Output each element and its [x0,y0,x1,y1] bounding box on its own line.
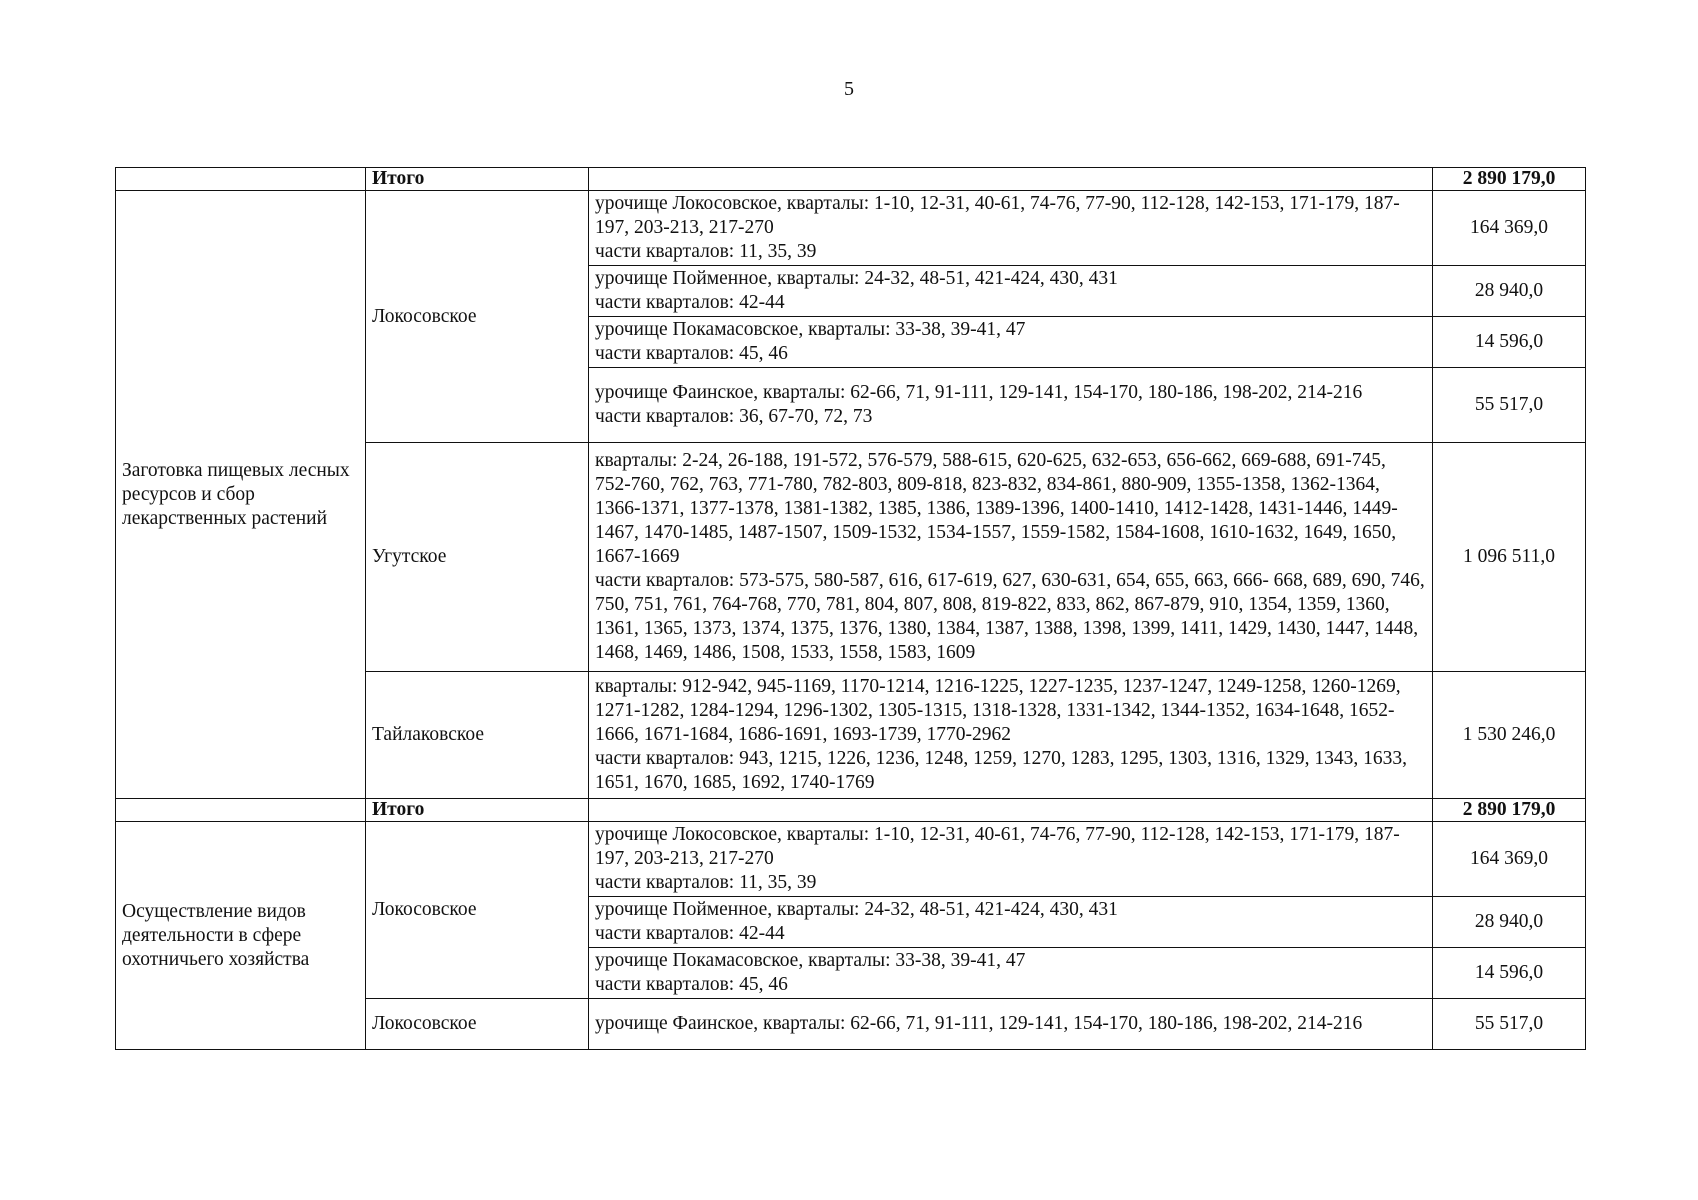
quarters-description [589,317,1433,368]
quarters-description [589,948,1433,999]
quarters-text: кварталы: 912-942, 945-1169, 1170-1214, 1216-1225, 1227-1235, 1237-1247, 1249-1258, 1260-1269, 1271-1282, 1284-1294, 1296-1302, 1305-1315, 1318-1328, 1331-1342, 1344-1352, 1634-1648, 1652-1666, 1671-1684, 1686-1691, 1693-1739, 1770-2962 [595,676,1401,745]
area-value: 28 940,0 [1433,266,1586,317]
quarters-description [589,443,1433,672]
area-value: 14 596,0 [1433,948,1586,999]
table-cell-empty [116,168,366,191]
quarters-description [589,822,1433,897]
partial-quarters-text: части кварталов: 42-44 [595,292,785,313]
activity-harvesting: Заготовка пищевых лесных ресурсов и сбор лекарственных растений [116,191,366,799]
quarters-description [589,266,1433,317]
quarters-text: урочище Пойменное, кварталы: 24-32, 48-51, 421-424, 430, 431 [595,268,1118,289]
quarters-description [589,897,1433,948]
forestry-name: Угутское [366,443,589,672]
table-row [116,191,1586,266]
partial-quarters-text: части кварталов: 42-44 [595,923,785,944]
quarters-text: урочище Покамасовское, кварталы: 33-38, 39-41, 47 [595,319,1026,340]
quarters-description [589,672,1433,799]
table-cell-empty [116,799,366,822]
table-row [116,822,1586,897]
area-value: 164 369,0 [1433,191,1586,266]
quarters-text: урочище Локосовское, кварталы: 1-10, 12-31, 40-61, 74-76, 77-90, 112-128, 142-153, 171-179, 187-197, 203-213, 217-270 [595,193,1400,238]
total-label: Итого [366,799,589,822]
area-value: 14 596,0 [1433,317,1586,368]
quarters-text: урочище Фаинское, кварталы: 62-66, 71, 91-111, 129-141, 154-170, 180-186, 198-202, 214-216 [595,1013,1363,1034]
quarters-description [589,368,1433,443]
total-label: Итого [366,168,589,191]
page-number: 5 [844,78,854,100]
partial-quarters-text: части кварталов: 36, 67-70, 72, 73 [595,406,873,427]
forestry-name: Локосовское [366,822,589,999]
quarters-text: кварталы: 2-24, 26-188, 191-572, 576-579, 588-615, 620-625, 632-653, 656-662, 669-688, 691-745, 752-760, 762, 763, 771-780, 782-803, 809-818, 823-832, 834-861, 880-909, 1355-1358, 1362-1364, 1366-1371, 1377-1378, 1381-1382, 1385, 1386, 1389-1396, 1400-1410, 1412-1428, 1431-1446, 1449-1467, 1470-1485, 1487-1507, 1509-1532, 1534-1557, 1559-1582, 1584-1608, 1610-1632, 1649, 1650, 1667-1669 [595,450,1398,567]
quarters-text: урочище Покамасовское, кварталы: 33-38, 39-41, 47 [595,950,1026,971]
partial-quarters-text: части кварталов: 573-575, 580-587, 616, 617-619, 627, 630-631, 654, 655, 663, 666- 668, 689, 690, 746, 750, 751, 761, 764-768, 770, 781, 804, 807, 808, 819-822, 833, 862, 867-879, 910, 1354, 1359, 1360, 1361, 1365, 1373, 1374, 1375, 1376, 1380, 1384, 1387, 1388, 1398, 1399, 1411, 1429, 1430, 1447, 1448, 1468, 1469, 1486, 1508, 1533, 1558, 1583, 1609 [595,570,1425,663]
table-row-total [116,168,1586,191]
forestry-name: Тайлаковское [366,672,589,799]
area-value: 164 369,0 [1433,822,1586,897]
area-value: 28 940,0 [1433,897,1586,948]
area-value: 55 517,0 [1433,368,1586,443]
partial-quarters-text: части кварталов: 45, 46 [595,343,788,364]
total-value: 2 890 179,0 [1433,168,1586,191]
partial-quarters-text: части кварталов: 45, 46 [595,974,788,995]
total-value: 2 890 179,0 [1433,799,1586,822]
forestry-name: Локосовское [366,191,589,443]
area-value: 55 517,0 [1433,999,1586,1050]
table-cell-empty [589,799,1433,822]
partial-quarters-text: части кварталов: 943, 1215, 1226, 1236, 1248, 1259, 1270, 1283, 1295, 1303, 1316, 1329, 1343, 1633, 1651, 1670, 1685, 1692, 1740-1769 [595,748,1407,793]
forestry-name: Локосовское [366,999,589,1050]
partial-quarters-text: части кварталов: 11, 35, 39 [595,872,817,893]
quarters-text: урочище Пойменное, кварталы: 24-32, 48-51, 421-424, 430, 431 [595,899,1118,920]
forest-areas-table [115,167,1586,1050]
quarters-text: урочище Локосовское, кварталы: 1-10, 12-31, 40-61, 74-76, 77-90, 112-128, 142-153, 171-179, 187-197, 203-213, 217-270 [595,824,1400,869]
activity-hunting: Осуществление видов деятельности в сфере охотничьего хозяйства [116,822,366,1050]
area-value: 1 096 511,0 [1433,443,1586,672]
partial-quarters-text: части кварталов: 11, 35, 39 [595,241,817,262]
table-cell-empty [589,168,1433,191]
area-value: 1 530 246,0 [1433,672,1586,799]
quarters-text: урочище Фаинское, кварталы: 62-66, 71, 91-111, 129-141, 154-170, 180-186, 198-202, 214-216 [595,382,1363,403]
table-row-total [116,799,1586,822]
quarters-description [589,191,1433,266]
quarters-description [589,999,1433,1050]
